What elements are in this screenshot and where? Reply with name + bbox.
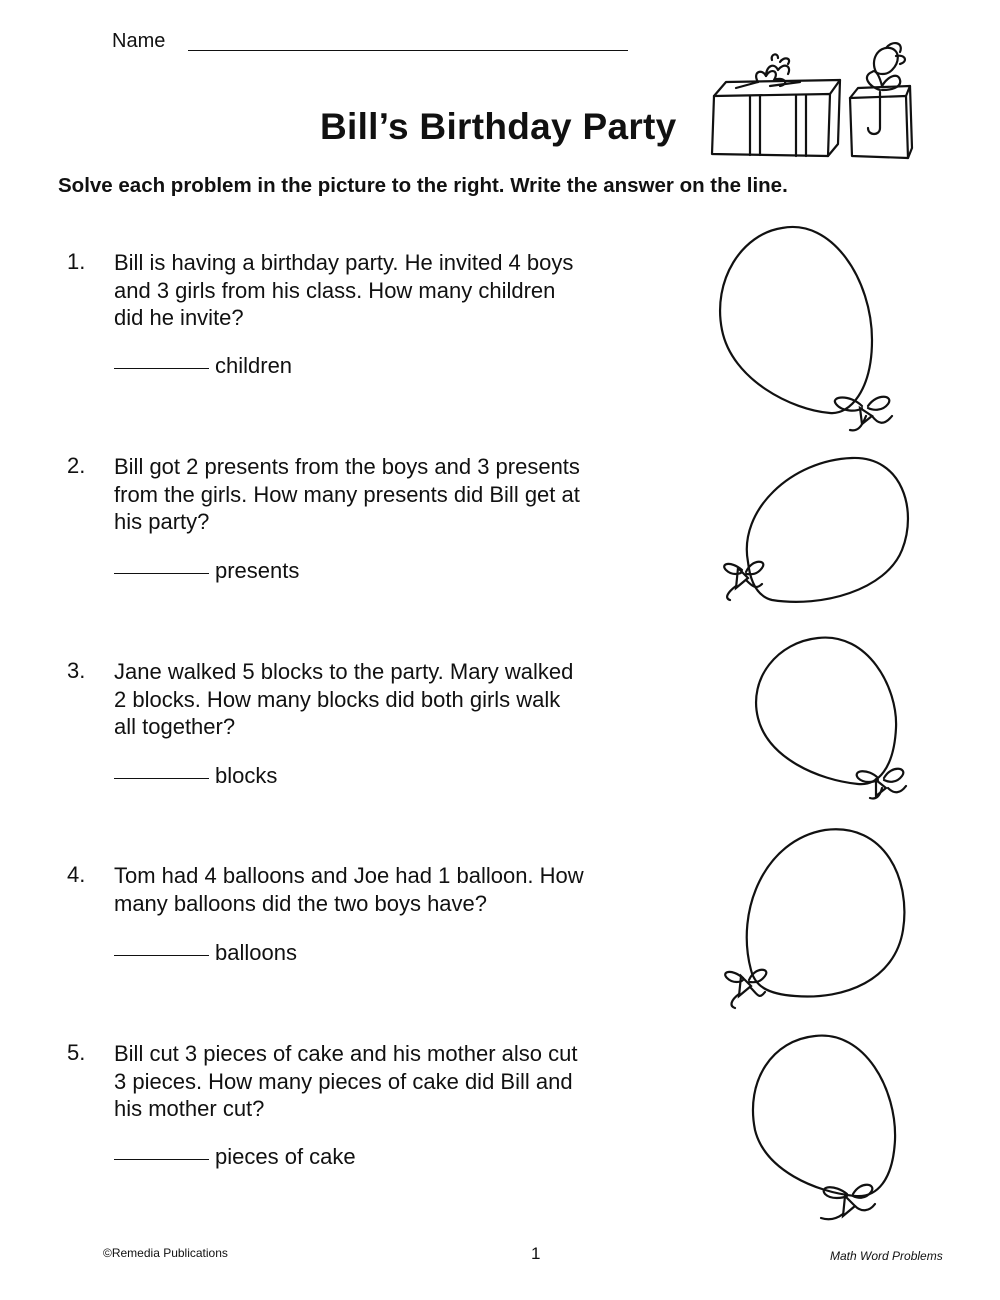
answer-blank[interactable] — [114, 573, 209, 574]
name-field[interactable] — [188, 50, 628, 51]
answer-unit: pieces of cake — [215, 1144, 356, 1169]
footer-book-title: Math Word Problems — [830, 1249, 943, 1263]
name-label: Name — [112, 30, 166, 52]
problem-text: Tom had 4 balloons and Joe had 1 balloon. How many balloons did the two boys have? — [114, 863, 584, 916]
answer-row — [114, 763, 277, 789]
problem-number: 5. — [67, 1040, 86, 1065]
answer-unit: blocks — [215, 763, 278, 788]
answer-unit: presents — [215, 558, 300, 583]
answer-row — [114, 940, 297, 966]
answer-blank[interactable] — [114, 1159, 209, 1160]
problem-text: Jane walked 5 blocks to the party. Mary walked 2 blocks. How many blocks did both girls walk all together? — [114, 659, 574, 739]
answer-blank[interactable] — [114, 368, 209, 369]
problem-text: Bill is having a birthday party. He invited 4 boys and 3 girls from his class. How many children did he invite? — [114, 250, 574, 330]
problem-number: 2. — [67, 453, 86, 478]
answer-blank[interactable] — [114, 778, 209, 779]
footer-copyright: ©Remedia Publications — [103, 1246, 228, 1260]
problem-text: Bill cut 3 pieces of cake and his mother also cut 3 pieces. How many pieces of cake did Bill and his mother cut? — [114, 1041, 578, 1121]
balloon-icon[interactable] — [712, 450, 922, 610]
answer-unit: balloons — [215, 940, 297, 965]
problem-text: Bill got 2 presents from the boys and 3 presents from the girls. How many presents did Bill get at his party? — [114, 454, 580, 534]
problem-number: 3. — [67, 658, 86, 683]
instructions: Solve each problem in the picture to the right. Write the answer on the line. — [58, 174, 788, 197]
answer-blank[interactable] — [114, 955, 209, 956]
balloon-icon[interactable] — [748, 628, 918, 808]
problem-number: 4. — [67, 862, 86, 887]
gift-boxes-icon — [700, 32, 920, 164]
balloon-icon[interactable] — [715, 820, 915, 1020]
answer-row — [114, 558, 299, 584]
answer-row — [114, 1144, 356, 1170]
balloon-icon[interactable] — [745, 1030, 920, 1230]
balloon-icon[interactable] — [712, 220, 902, 440]
answer-unit: children — [215, 353, 293, 378]
page-title: Bill’s Birthday Party — [320, 106, 677, 147]
page-number: 1 — [531, 1244, 541, 1263]
answer-row — [114, 353, 292, 379]
problem-number: 1. — [67, 249, 86, 274]
